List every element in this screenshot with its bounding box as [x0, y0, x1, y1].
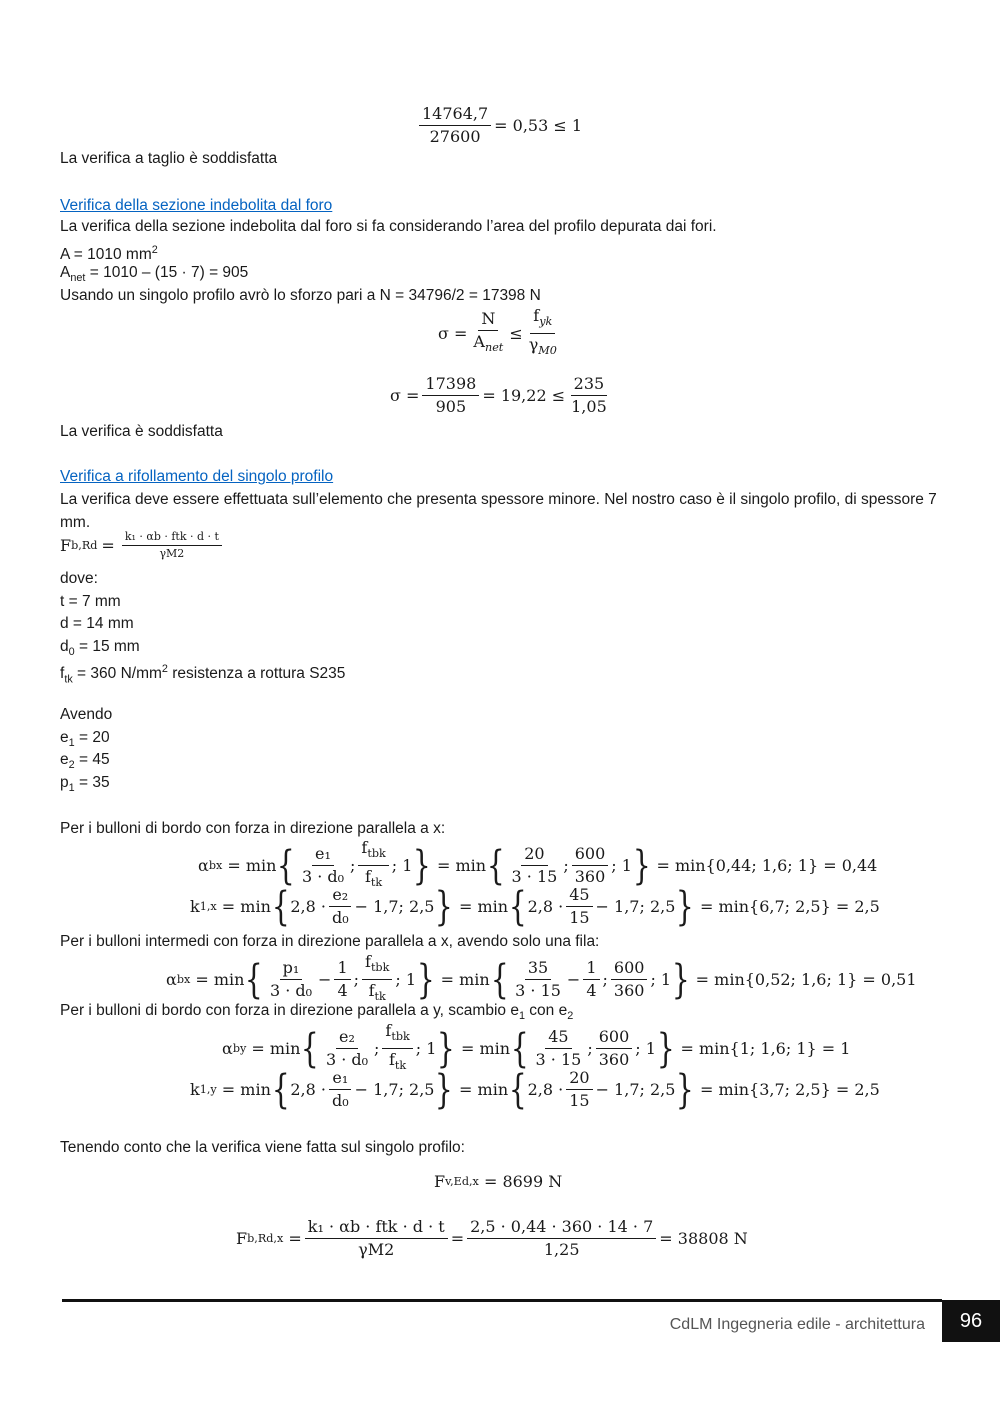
avendo-label: Avendo	[60, 706, 113, 723]
t-value: t = 7 mm	[60, 593, 121, 610]
area-value: A = 1010 $mm^2$	[60, 244, 158, 264]
eq-sigma-numeric: σ = $\frac{17398}{905}$ = 19,22 ≤ $\frac{235}{1,05}$	[390, 374, 607, 416]
eq-k1y: k 1,y = min { 2,8 · $\frac{\text{e₁}}{\text{d₀}}$ − 1,7; 2,5 } = min { 2,8 · $\frac{20}{15}$ − 1,7; 2,5 } = min{3,7; 2,5} = 2,5	[190, 1066, 880, 1113]
d-value: d = 14 mm	[60, 615, 134, 632]
eq-fbrd: F b,Rd = $\frac{\text{k₁ · αb · ftk · d · t}}{\gamma M2}$	[60, 530, 225, 561]
dove-label: dove:	[60, 570, 98, 587]
eq-k1x: k 1,x = min { 2,8 · $\frac{\text{e₂}}{\text{d₀}}$ − 1,7; 2,5 } = min { 2,8 · $\frac{45}{15}$ − 1,7; 2,5 } = min{6,7; 2,5} = 2,5	[190, 883, 880, 930]
eq-sigma: σ = $\frac{N}{A_{net}}$ ≤ $\frac{f_{yk}}{\gamma_{M0}}$	[438, 306, 557, 358]
eq-alpha-bx-bordo: α bx = min { $\frac{\text{e₁}}{\text{3 · d₀}}$ ; $\frac{f_{tbk}}{f_{tk}}$ ; 1 } = min { $\frac{20}{3 \cdot 15}$ ; $\frac{600}{360}$ ; 1 } = min{0,44; 1,6; 1} = 0,44	[198, 838, 878, 890]
taglio-result: La verifica a taglio è soddisfatta	[60, 150, 278, 167]
sezione-result: La verifica è soddisfatta	[60, 423, 223, 440]
bordo-x-text: Per i bulloni di bordo con forza in direzione parallela a x:	[60, 820, 446, 837]
page-number: 96	[942, 1300, 1000, 1342]
tenendo-text: Tenendo conto che la verifica viene fatta sul singolo profilo:	[60, 1139, 465, 1156]
ftk-value: $f_{tk} = 360$ $N/mm^2$ resistenza a rottura S235	[60, 663, 346, 686]
area-net-value: $A_{net} = 1010 - (15 \cdot 7) = 905$	[60, 264, 249, 285]
eq-fvedx: F v,Ed,x = 8699 N	[434, 1172, 563, 1191]
force-text: Usando un singolo profilo avrò lo sforzo pari a N = 34796/2 = 17398 N	[60, 287, 541, 304]
sezione-description: La verifica della sezione indebolita dal foro si fa considerando l’area del profilo depurata dai fori.	[60, 218, 717, 235]
eq-fbrdx: F b,Rd,x = $\frac{\text{k₁ · αb · ftk · d · t}}{\gamma M2}$ = $\frac{2,5 \cdot 0,44 \cdot 360 \cdot 14 \cdot 7}{1,25}$ = 38808 N	[236, 1217, 748, 1259]
eq-alpha-bx-intermedi: α bx = min { $\frac{\text{p₁}}{\text{3 · d₀}}$ − $\frac{1}{4}$ ; $\frac{f_{tbk}}{f_{tk}}$ ; 1 } = min { $\frac{35}{3 \cdot 15}$ − $\frac{1}{4}$ ; $\frac{600}{360}$ ; 1 } = min{0,52; 1,6; 1} = 0,51	[166, 952, 917, 1004]
eq-alpha-by: α by = min { $\frac{\text{e₂}}{\text{3 · d₀}}$ ; $\frac{f_{tbk}}{f_{tk}}$ ; 1 } = min { $\frac{45}{3 \cdot 15}$ ; $\frac{600}{360}$ ; 1 } = min{1; 1,6; 1} = 1	[222, 1021, 851, 1073]
heading-rifollamento[interactable]: Verifica a rifollamento del singolo profilo	[60, 468, 334, 485]
footer-rule	[62, 1299, 942, 1302]
d0-value: $d_0 = 15$ mm	[60, 638, 140, 659]
p1-value: $p_1 = 35$	[60, 774, 110, 795]
rifollamento-description: La verifica deve essere effettuata sull’elemento che presenta spessore minore. Nel nostro caso è il singolo profilo, di spessore 7 mm.	[60, 491, 937, 531]
e1-value: $e_1 = 20$	[60, 729, 110, 750]
heading-sezione-indebolita[interactable]: Verifica della sezione indebolita dal foro	[60, 197, 333, 214]
eq-taglio: $\frac{14764,7}{27600}$ = 0,53 ≤ 1	[416, 104, 582, 147]
intermedi-x-text: Per i bulloni intermedi con forza in direzione parallela a x, avendo solo una fila:	[60, 933, 600, 950]
e2-value: $e_2 = 45$	[60, 751, 110, 772]
footer-course: CdLM Ingegneria edile - architettura	[669, 1316, 925, 1333]
bordo-y-text: Per i bulloni di bordo con forza in direzione parallela a y, scambio $e_1$ con $e_2$	[60, 1002, 574, 1023]
